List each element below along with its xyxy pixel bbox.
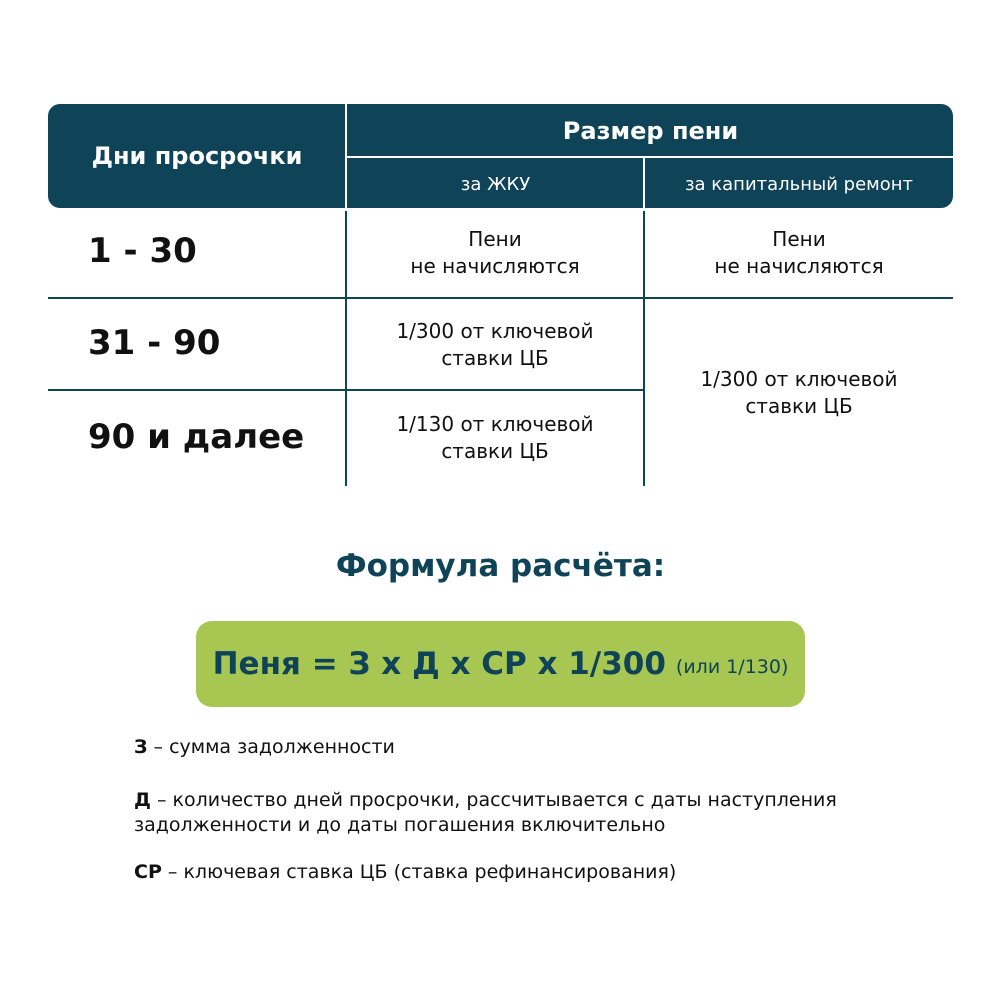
formula-title: Формула расчёта: [335, 548, 666, 584]
row-days-1: 1 - 30 [88, 231, 197, 271]
cell-zhku-3 [347, 411, 643, 465]
row-days-2: 31 - 90 [88, 323, 221, 363]
cell-kap-1-line2: не начисляются [714, 254, 884, 278]
legend-text-d: – количество дней просрочки, рассчитывается с даты наступления задолженности и до даты погашения включительно [134, 789, 837, 836]
header-horizontal-divider [346, 156, 953, 158]
legend-term-d: Д [134, 789, 151, 811]
cell-zhku-1-line2: не начисляются [410, 254, 580, 278]
cell-zhku-2-line2: ставки ЦБ [441, 346, 549, 370]
header-penalty-size: Размер пени [562, 117, 739, 145]
cell-kap-merged-line1: 1/300 от ключевой [700, 367, 898, 391]
legend-term-z: З [134, 736, 148, 758]
legend-text-sr: – ключевая ставка ЦБ (ставка рефинансирования) [161, 861, 677, 883]
cell-zhku-1 [347, 226, 643, 280]
legend-item-z [134, 735, 894, 760]
cell-zhku-3-line1: 1/130 от ключевой [396, 412, 594, 436]
cell-kap-1-line1: Пени [772, 227, 826, 251]
cell-kap-merged [645, 366, 953, 420]
cell-zhku-1-line1: Пени [468, 227, 522, 251]
row-divider-1 [48, 297, 953, 299]
header-days: Дни просрочки [91, 142, 303, 170]
legend-item-sr [134, 860, 894, 885]
penalty-table [48, 104, 953, 486]
header-sub-divider [643, 157, 645, 208]
legend-item-d [134, 788, 894, 838]
formula-main: Пеня = З х Д х СР х 1/300 [212, 646, 666, 682]
header-sub-zhku: за ЖКУ [460, 174, 531, 195]
cell-zhku-2 [347, 318, 643, 372]
cell-kap-merged-line2: ставки ЦБ [745, 394, 853, 418]
legend-term-sr: СР [134, 861, 162, 883]
formula-box [196, 621, 805, 707]
cell-kap-1 [645, 226, 953, 280]
cell-zhku-3-line2: ставки ЦБ [441, 439, 549, 463]
row-days-3: 90 и далее [88, 417, 305, 457]
formula-note: (или 1/130) [675, 656, 789, 678]
legend-text-z: – сумма задолженности [147, 736, 395, 758]
row-divider-2 [48, 389, 644, 391]
cell-zhku-2-line1: 1/300 от ключевой [396, 319, 594, 343]
header-sub-kap: за капитальный ремонт [684, 174, 914, 195]
